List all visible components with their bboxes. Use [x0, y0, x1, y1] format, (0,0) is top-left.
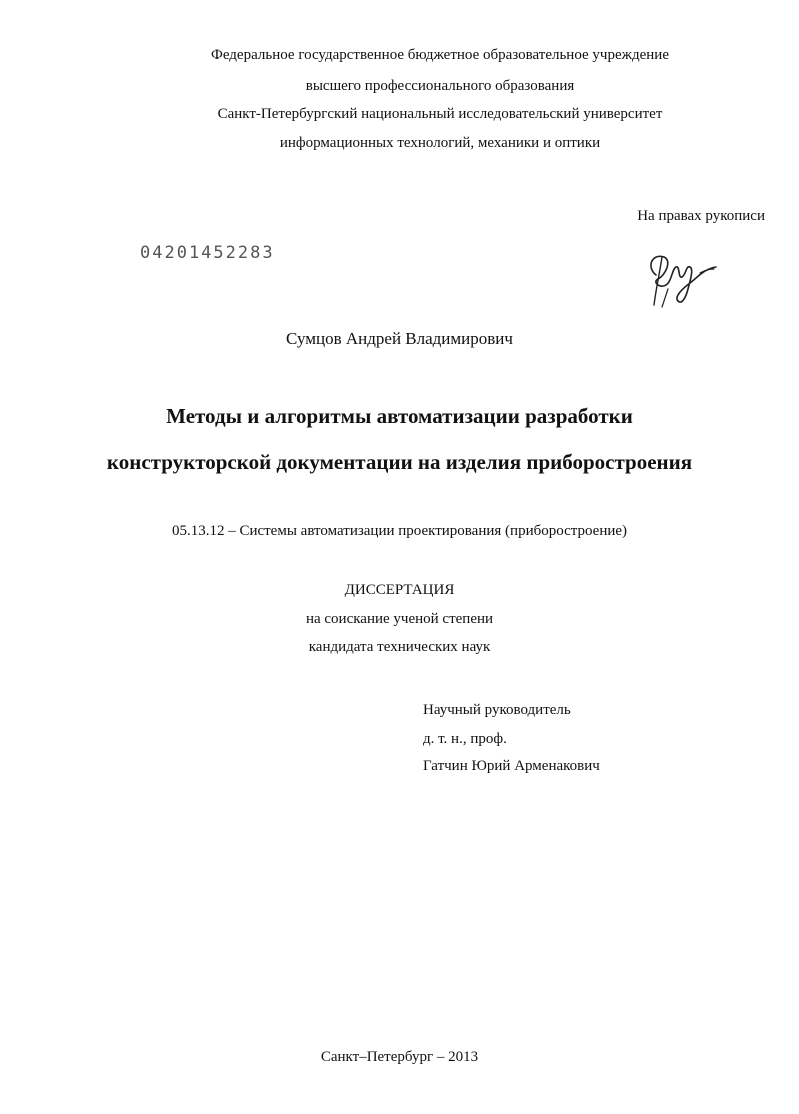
- institution-line-3: Санкт-Петербургский национальный исследовательский университет: [217, 106, 663, 122]
- dissertation-heading: ДИССЕРТАЦИЯ: [344, 582, 455, 598]
- catalog-number: 04201452283: [140, 243, 275, 263]
- degree-name-line: кандидата технических наук: [308, 639, 491, 655]
- supervisor-label: Научный руководитель: [423, 702, 571, 718]
- institution-line-1: Федеральное государственное бюджетное образовательное учреждение: [210, 47, 669, 63]
- dissertation-title-line-1: Методы и алгоритмы автоматизации разработки: [166, 404, 633, 428]
- city-year: Санкт–Петербург – 2013: [320, 1049, 479, 1065]
- handwritten-signature: [642, 245, 722, 310]
- institution-line-4: информационных технологий, механики и оптики: [279, 135, 601, 151]
- institution-line-2: высшего профессионального образования: [305, 78, 575, 94]
- supervisor-name: Гатчин Юрий Арменакович: [423, 758, 600, 774]
- specialty-code: 05.13.12 – Системы автоматизации проектирования (приборостроение): [171, 523, 628, 539]
- degree-purpose-line: на соискание ученой степени: [305, 611, 494, 627]
- manuscript-rights-note: На правах рукописи: [637, 208, 765, 224]
- supervisor-degree: д. т. н., проф.: [423, 731, 507, 747]
- author-name: Сумцов Андрей Владимирович: [286, 329, 513, 348]
- dissertation-title-line-2: конструкторской документации на изделия приборостроения: [106, 450, 693, 474]
